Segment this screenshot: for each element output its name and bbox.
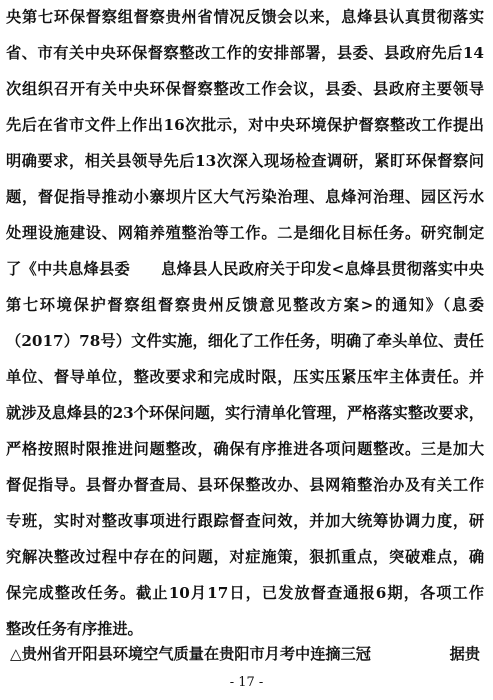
- body-line-9: 第七环境保护督察组督察贵州反馈意见整改方案>的通知》（息委: [6, 296, 484, 314]
- body-line-6: 题，督促指导推动小寨坝片区大气污染治理、息烽河治理、园区污水: [6, 188, 484, 206]
- body-line-4: 先后在省市文件上作出16次批示，对中央环境保护督察整改工作提出: [6, 116, 484, 134]
- body-line-13: 严格按照时限推进问题整改，确保有序推进各项问题整改。三是加大: [6, 440, 484, 458]
- body-line-3: 次组织召开有关中央环保督察整改工作会议，县委、县政府主要领导: [6, 80, 484, 98]
- body-line-2: 省、市有关中央环保督察整改工作的安排部署，县委、县政府先后14: [6, 44, 484, 62]
- body-line-16: 究解决整改过程中存在的问题，对症施策，狠抓重点，突破难点，确: [6, 548, 484, 566]
- body-line-1: 央第七环保督察组督察贵州省情况反馈会以来，息烽县认真贯彻落实: [6, 8, 484, 26]
- body-line-8: 了《中共息烽县委 息烽县人民政府关于印发<息烽县贯彻落实中央: [6, 260, 484, 278]
- next-article-source: 据贵: [449, 645, 480, 663]
- body-line-7: 处理设施建设、网箱养殖整治等工作。二是细化目标任务。研究制定: [6, 224, 484, 242]
- body-line-5: 明确要求，相关县领导先后13次深入现场检查调研，紧盯环保督察问: [6, 152, 484, 170]
- body-line-11: 单位、督导单位，整改要求和完成时限，压实压紧压牢主体责任。并: [6, 368, 484, 386]
- body-line-10: （2017）78号）文件实施，细化了工作任务，明确了牵头单位、责任: [6, 332, 484, 350]
- next-article-heading: [10, 644, 484, 664]
- next-article-title: △贵州省开阳县环境空气质量在贵阳市月考中连摘三冠: [10, 645, 371, 663]
- body-line-18: 整改任务有序推进。: [6, 620, 143, 638]
- body-line-14: 督促指导。县督办督查局、县环保整改办、县网箱整治办及有关工作: [6, 476, 484, 494]
- body-line-12: 就涉及息烽县的23个环保问题，实行清单化管理，严格落实整改要求，: [6, 404, 484, 422]
- body-line-15: 专班，实时对整改事项进行跟踪督查问效，并加大统筹协调力度，研: [6, 512, 484, 530]
- page-number: - 17 -: [229, 675, 264, 690]
- body-line-17: 保完成整改任务。截止10月17日，已发放督查通报6期，各项工作: [6, 584, 484, 602]
